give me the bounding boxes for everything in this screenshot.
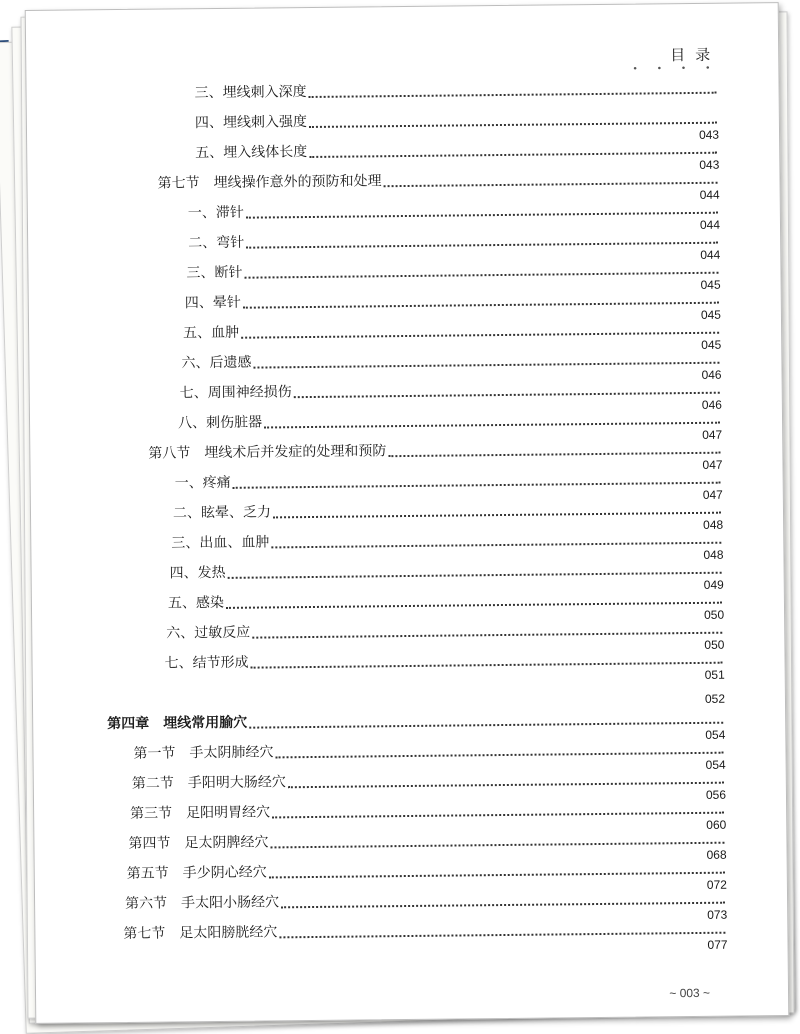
toc-section-entry[interactable] (123, 916, 727, 952)
page-number: ~ 003 ~ (669, 985, 711, 1001)
dot-leader (241, 332, 719, 339)
dot-leader (270, 842, 724, 849)
toc-entry-page-number: 048 (703, 547, 724, 562)
toc-entry-title: 手少阴心经穴 (182, 864, 267, 882)
toc-entry-row (188, 226, 720, 254)
toc-entry-page-number: 044 (699, 187, 720, 202)
toc-entry-page-number: 060 (706, 817, 727, 832)
toc-entry-page-number: 050 (704, 637, 725, 652)
toc-entry-page-number: 047 (702, 457, 723, 472)
toc-entry-page-number: 054 (705, 757, 726, 772)
toc-entry-title: 八、刺伤脏器 (177, 414, 263, 432)
toc-entry-title: 足阳明胃经穴 (186, 804, 271, 822)
toc-entry-page-number: 043 (699, 157, 720, 172)
toc-entry-row (166, 616, 724, 644)
toc-entry-title: 二、眩晕、乏力 (172, 504, 272, 522)
dot-leader (252, 632, 722, 639)
toc-entry-label (127, 862, 267, 883)
toc-entry-title: 足太阳膀胱经穴 (179, 924, 278, 942)
toc-entry-title: 一、滞针 (187, 204, 244, 222)
toc-entry-label (125, 892, 279, 914)
toc-entry-title: 足太阴脾经穴 (184, 834, 269, 852)
toc-entry-row (185, 286, 721, 314)
toc-entry-number: 第七节 (157, 175, 200, 192)
dot-leader (294, 392, 720, 398)
toc-entry-title: 四、埋线刺入强度 (194, 114, 307, 132)
dot-leader (309, 92, 717, 98)
dot-leader (243, 302, 719, 309)
toc-entry-page-number: 046 (701, 397, 722, 412)
dot-leader (245, 272, 719, 279)
toc-entry-page-number: 044 (700, 247, 721, 262)
dot-leader (228, 572, 722, 579)
dot-leader (272, 812, 724, 819)
toc-entry-title: 一、疼痛 (174, 474, 231, 492)
toc-entry-label (157, 171, 381, 193)
dot-leader (288, 782, 724, 789)
dot-leader (251, 662, 723, 669)
toc-entry-page-number: 073 (707, 907, 728, 922)
toc-entry-title: 六、过敏反应 (166, 624, 251, 642)
toc-entry-row (171, 526, 723, 554)
toc-entry-row (183, 316, 721, 344)
toc-entry-number: 第四节 (128, 835, 171, 852)
toc-entry-label (178, 413, 262, 434)
dot-leader (276, 752, 724, 759)
toc-entry-title: 四、晕针 (184, 294, 241, 312)
toc-entry-row (148, 436, 722, 464)
toc-entry-label (107, 713, 247, 734)
dot-leader (271, 542, 721, 549)
toc-entry-label (194, 82, 306, 103)
toc-entry-label (168, 593, 224, 614)
toc-entry-page-number: 044 (699, 217, 721, 232)
dot-leader (264, 422, 720, 429)
toc-entry-label (175, 473, 231, 494)
toc-entry-label (132, 772, 286, 794)
toc-entry-label (186, 263, 242, 284)
toc-entry-page-number: 072 (706, 877, 727, 892)
toc-entry-label (188, 233, 244, 254)
toc-item-entry[interactable] (161, 667, 726, 706)
toc-entry-title: 七、结节形成 (164, 654, 249, 672)
toc-entry-row (107, 706, 725, 734)
toc-entry-title: 六、后遗感 (181, 354, 252, 372)
toc-entry-row (186, 256, 720, 284)
dot-leader (246, 212, 718, 219)
toc-entry-label (171, 532, 269, 553)
toc-entry-page-number: 045 (700, 307, 722, 322)
header-ornament: • • • • (632, 63, 719, 75)
toc-entry-number: 第二节 (131, 775, 174, 792)
toc-entry-number: 第五节 (126, 865, 169, 882)
dot-leader (249, 722, 723, 729)
toc-entry-row (180, 376, 722, 404)
toc-entry-row (195, 136, 719, 163)
dot-leader (388, 452, 720, 457)
toc-entry-label (183, 323, 239, 344)
toc-entry-title: 二、弯针 (188, 234, 245, 252)
toc-entry-row (164, 646, 724, 674)
toc-page (25, 2, 790, 1024)
toc-entry-title: 三、断针 (186, 264, 243, 282)
dot-leader (279, 932, 725, 939)
toc-entry-label (133, 742, 273, 763)
toc-entry-title: 四、发热 (169, 564, 226, 582)
dot-leader (233, 482, 721, 489)
dot-leader (309, 122, 717, 128)
toc-entry-title: 手阳明大肠经穴 (187, 774, 286, 792)
toc-entry-title: 三、埋线刺入深度 (194, 84, 307, 102)
toc-entry-row (194, 76, 718, 103)
table-of-contents (26, 3, 789, 1023)
dot-leader (309, 152, 717, 158)
dot-leader (269, 872, 725, 879)
dot-leader (281, 902, 725, 909)
toc-entry-page-number: 045 (701, 337, 722, 352)
toc-entry-page-number: 052 (704, 691, 726, 706)
toc-entry-title: 手太阳小肠经穴 (180, 894, 280, 912)
toc-entry-label (188, 203, 244, 224)
toc-entry-page-number: 050 (703, 607, 725, 622)
toc-entry-title: 五、感染 (167, 594, 225, 612)
toc-entry-page-number: 054 (705, 727, 726, 742)
toc-entry-title: 埋线术后并发症的处理和预防 (204, 443, 387, 462)
toc-entry-title: 埋线常用腧穴 (163, 714, 248, 732)
toc-entry-label (180, 382, 292, 403)
toc-entry-page-number: 077 (707, 937, 728, 952)
toc-entry-row (169, 556, 723, 584)
dot-leader (253, 362, 719, 369)
toc-entry-row (188, 196, 720, 224)
dot-leader (226, 602, 722, 609)
toc-entry-label (195, 142, 307, 163)
page-header-title: 目录 (670, 45, 721, 65)
toc-entry-row (175, 466, 723, 494)
toc-entry-page-number: 046 (701, 367, 722, 382)
toc-entry-page-number: 056 (705, 787, 727, 802)
toc-entry-title: 手太阴肺经穴 (189, 744, 274, 762)
toc-entry-label (170, 563, 226, 584)
toc-entry-label (128, 832, 268, 853)
toc-entry-label (195, 112, 307, 133)
toc-entry-page-number: 043 (698, 127, 720, 142)
toc-entry-label (173, 502, 271, 523)
toc-entry-page-number: 047 (702, 427, 723, 442)
toc-entry-row (181, 346, 721, 374)
toc-entry-page-number: 051 (704, 667, 725, 682)
toc-entry-number: 第六节 (124, 895, 168, 912)
toc-entry-number: 第四章 (107, 715, 150, 733)
toc-entry-title: 五、埋入线体长度 (195, 144, 308, 162)
toc-entry-label (185, 293, 241, 314)
toc-entry-label (123, 922, 277, 944)
toc-entry-row (161, 667, 725, 698)
toc-entry-page-number: 048 (703, 517, 724, 532)
toc-entry-number: 第一节 (133, 745, 176, 762)
toc-entry-row (173, 496, 723, 524)
toc-entry-title: 七、周围神经损伤 (179, 384, 292, 402)
dot-leader (246, 242, 718, 249)
toc-entry-row (157, 166, 719, 194)
toc-entry-label (164, 653, 248, 674)
toc-entry-page-number: 068 (706, 847, 727, 862)
dot-leader (384, 182, 718, 187)
toc-entry-row (168, 586, 724, 614)
toc-entry-row (178, 406, 722, 434)
toc-entry-label (148, 441, 386, 463)
toc-entry-title: 埋线操作意外的预防和处理 (213, 173, 382, 192)
toc-entry-number: 第八节 (148, 445, 191, 462)
toc-entry-page-number: 045 (700, 277, 721, 292)
toc-entry-label (166, 623, 250, 644)
toc-entry-label (181, 353, 251, 374)
toc-entry-title: 五、血肿 (183, 324, 240, 342)
dot-leader (273, 512, 721, 519)
toc-entry-number: 第七节 (123, 925, 166, 942)
toc-entry-number: 第三节 (130, 805, 173, 822)
toc-entry-page-number: 047 (702, 487, 723, 502)
toc-entry-title: 三、出血、血肿 (171, 534, 270, 552)
toc-entry-row (195, 106, 719, 133)
toc-entry-label (130, 802, 270, 823)
toc-entry-page-number: 049 (703, 577, 724, 592)
